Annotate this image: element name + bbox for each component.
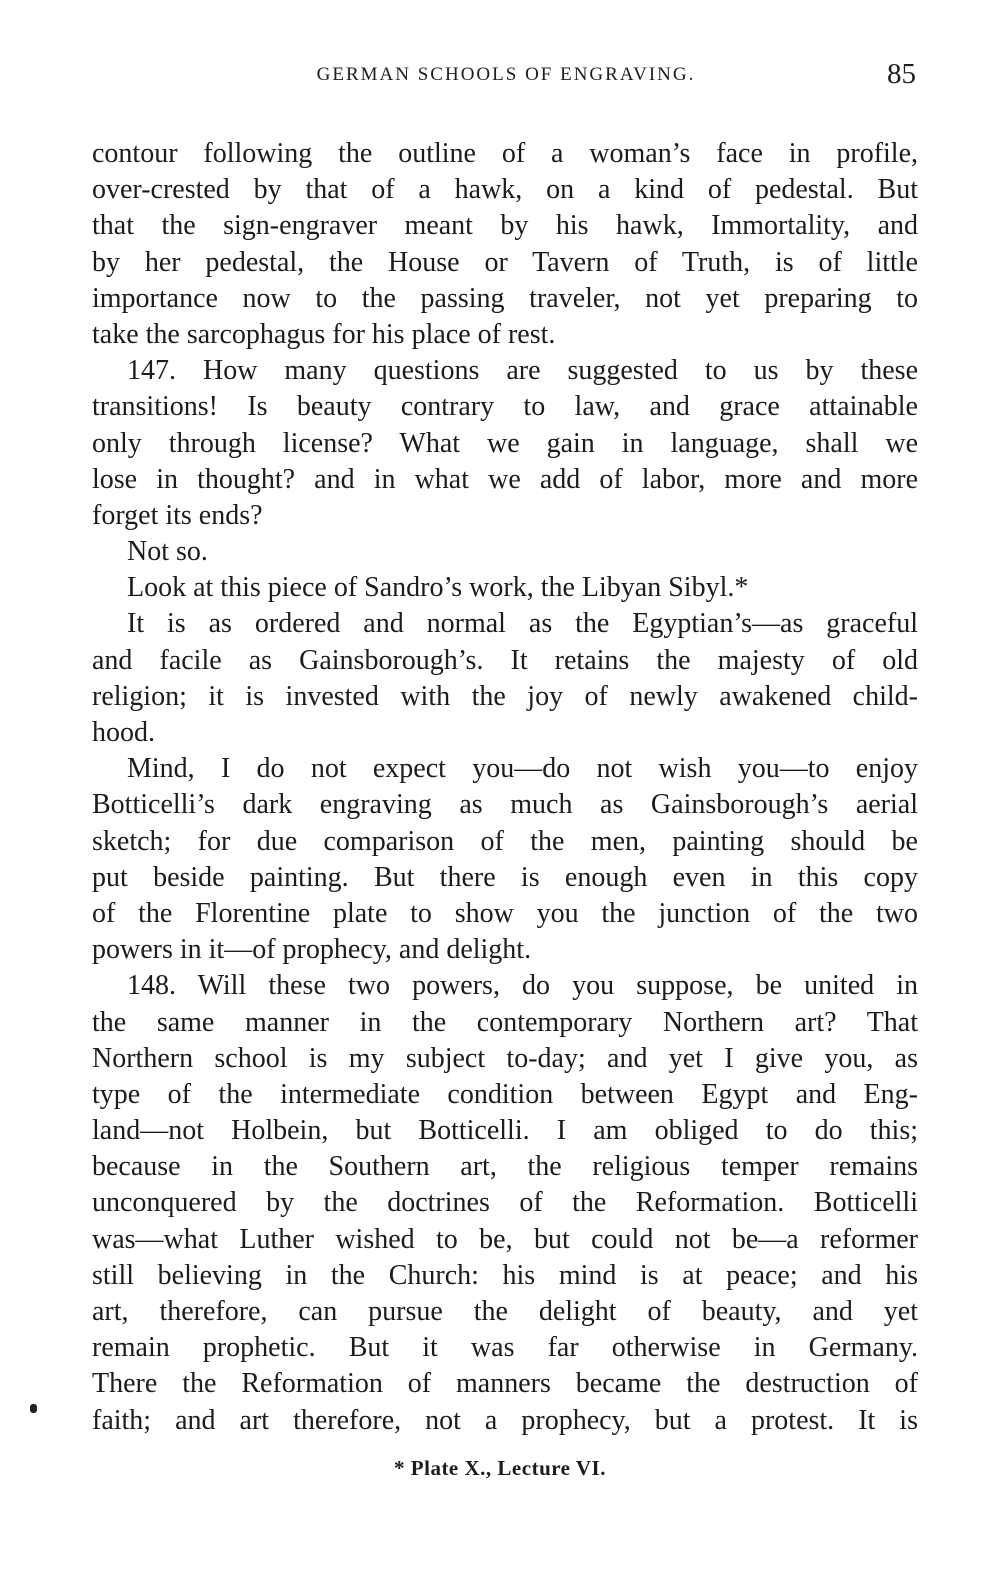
footnote: * Plate X., Lecture VI. [394,1456,606,1480]
text-line: by her pedestal, the House or Tavern of Truth, is of little [92,246,918,278]
text-line: importance now to the passing traveler, not yet preparing to [92,282,918,314]
text-line: over-crested by that of a hawk, on a kind of pedestal. But [92,174,918,206]
text-line: and facile as Gainsborough’s. It retains the majesty of old [92,644,918,676]
text-line: land—not Holbein, but Botticelli. I am obliged to do this; [92,1115,918,1147]
margin-ink-mark [30,1404,37,1413]
body-text [92,136,918,1439]
text-line: put beside painting. But there is enough even in this copy [92,861,918,893]
text-line: contour following the outline of a woman’s face in profile, [92,138,918,169]
text-line: still believing in the Church: his mind is at peace; and his [92,1259,918,1291]
text-line: powers in it—of prophecy, and delight. [92,934,532,966]
text-line: the same manner in the contemporary Northern art? That [92,1006,918,1038]
text-line: art, therefore, can pursue the delight of beauty, and yet [92,1296,918,1327]
page-number: 85 [887,58,916,90]
text-line: forget its ends? [92,499,263,531]
text-line: religion; it is invested with the joy of newly awakened child- [92,680,918,712]
text-line: of the Florentine plate to show you the junction of the two [92,897,918,929]
text-line: Botticelli’s dark engraving as much as Gainsborough’s aerial [92,789,918,821]
text-line: Mind, I do not expect you—do not wish you—to enjoy [127,753,918,785]
text-line: remain prophetic. But it was far otherwise in Germany. [92,1332,918,1364]
running-title: GERMAN SCHOOLS OF ENGRAVING. [316,64,696,85]
text-line: was—what Luther wished to be, but could not be—a reformer [92,1223,918,1255]
text-line: hood. [92,717,155,748]
text-line: faith; and art therefore, not a prophecy, but a protest. It is [92,1404,918,1436]
text-line: It is as ordered and normal as the Egyptian’s—as graceful [127,608,918,640]
text-line: that the sign-engraver meant by his hawk, Immortality, and [92,210,918,242]
text-line: type of the intermediate condition between Egypt and Eng- [92,1078,918,1110]
paragraph-147-start: 147. How many questions are suggested to us by these [127,355,918,387]
text-line: take the sarcophagus for his place of rest. [92,318,556,350]
text-line: Look at this piece of Sandro’s work, the Libyan Sibyl.* [127,572,749,604]
text-line: only through license? What we gain in language, shall we [92,427,918,459]
text-line: transitions! Is beauty contrary to law, and grace attainable [92,391,918,423]
text-line: sketch; for due comparison of the men, painting should be [92,825,918,857]
text-line: Not so. [127,536,208,568]
text-line: because in the Southern art, the religious temper remains [92,1151,918,1183]
paragraph-148-start: 148. Will these two powers, do you suppose, be united in [127,970,918,1002]
text-line: There the Reformation of manners became the destruction of [92,1368,918,1400]
page-header [92,58,920,98]
text-line: lose in thought? and in what we add of labor, more and more [92,463,918,495]
text-line: unconquered by the doctrines of the Reformation. Botticelli [92,1187,918,1219]
text-line: Northern school is my subject to-day; and yet I give you, as [92,1042,918,1074]
